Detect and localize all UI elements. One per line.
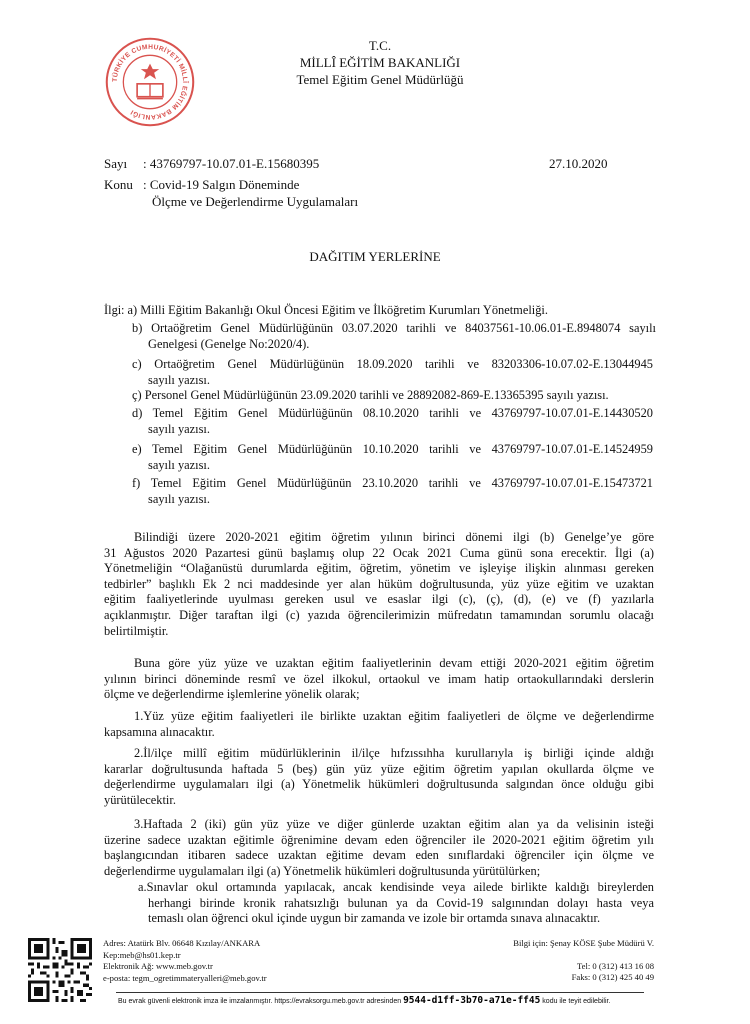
footer-divider	[116, 992, 644, 993]
item-3-line: başlangıcından itibaren sadece uzaktan eğitime devam eden sınıflardaki öğrenciler için ölçme ve	[104, 848, 654, 863]
sayi-value: : 43769797-10.07.01-E.15680395	[143, 156, 320, 171]
ilgi-d	[132, 406, 653, 437]
footer-tel: Tel: 0 (312) 413 16 08	[577, 961, 654, 971]
item-2-line: kararlar doğrultusunda haftada 5 (beş) gün yüz yüze eğitim öğretim yapılan okullarda ölçme ve	[104, 761, 654, 776]
p1-line: Bilindiği üzere 2020-2021 eğitim öğretim yılının birinci dönemi ilgi (b) Genelge’ye göre	[134, 530, 654, 544]
p2-line: yılının birinci döneminde resmî ve özel ilkokul, ortaokul ve imam hatip ortaokullarındaki derslerin	[104, 671, 654, 686]
ilgi-label: İlgi	[104, 303, 122, 317]
footer-info-contact: Bilgi için: Şenay KÖSE Şube Müdürü V.	[513, 938, 654, 948]
header-ministry: MİLLÎ EĞİTİM BAKANLIĞI	[299, 55, 461, 70]
ilgi-e-line-2: sayılı yazısı.	[148, 457, 210, 472]
p2-line: ölçme ve değerlendirme işlemlerine yönelik olarak;	[104, 687, 360, 702]
ilgi-c	[132, 357, 653, 388]
ilgi-f-line-2: sayılı yazısı.	[148, 491, 210, 506]
verification-pre: Bu evrak güvenli elektronik imza ile imzalanmıştır. https://evraksorgu.meb.gov.tr adresinden	[118, 998, 402, 1005]
ilgi-a: : a) Milli Eğitim Bakanlığı Okul Öncesi Eğitim ve İlköğretim Kurumları Yönetmeliği.	[121, 303, 548, 317]
item-3a-line: a.Sınavlar okul ortamında yapılacak, ancak kendisinde veya ailede birlikte kaldığı bireylerden	[138, 880, 654, 894]
ilgi-d-line-1: d) Temel Eğitim Genel Müdürlüğünün 08.10.2020 tarihli ve 43769797-10.07.01-E.14430520	[132, 406, 653, 420]
item-3-line: değerlendirme uygulamaları ilgi (a) Yönetmelik hükümleri doğrultusunda yürütülürken;	[104, 863, 541, 878]
item-2	[104, 746, 654, 808]
item-1	[104, 709, 654, 740]
p1-line: açıklanmıştır. Diğer taraftan ilgi (c) yazıda öğrencilerimizin müfredatın tamamından sorumlu olacağı	[104, 607, 654, 622]
footer-address: Adres: Atatürk Blv. 06648 Kızılay/ANKARA	[103, 938, 261, 948]
item-3a-line: temaslı olan öğrenci okul içinde uygun bir zamanda ve izole bir ortamda sınava alınacaktır.	[148, 911, 601, 926]
ministry-seal-logo	[104, 36, 196, 128]
ilgi-e	[132, 442, 653, 473]
seal-text: TÜRKİYE CUMHURİYETİ MİLLÎ EĞİTİM BAKANLIĞI	[111, 43, 189, 121]
p1-line: tedbirler” başlıklı Ek 2 nci maddesinde yer alan hüküm doğrultusunda, yüz yüze eğitim ve uzaktan	[104, 576, 654, 591]
footer-contact	[103, 938, 267, 984]
p1-line: Yönetmeliğin “Olağanüstü durumlarda eğitim, öğretim, yönetim ve işleyişe ilişkin alınması gereken	[104, 561, 654, 576]
ilgi-f	[132, 476, 653, 507]
ilgi-c-line-1: c) Ortaöğretim Genel Müdürlüğünün 18.09.2020 tarihli ve 83203306-10.07.02-E.13044945	[132, 357, 653, 371]
konu-line-2: Ölçme ve Değerlendirme Uygulamaları	[152, 194, 359, 209]
ilgi-b	[132, 321, 656, 352]
ilgi-b-line-2: Genelgesi (Genelge No:2020/4).	[148, 336, 310, 351]
item-3	[104, 817, 654, 879]
item-1-line: 1.Yüz yüze eğitim faaliyetleri ile birlikte uzaktan eğitim faaliyetleri de ölçme ve değerlendirme	[134, 709, 654, 723]
footer-email: e-posta: tegm_ogretimmateryalleri@meb.gov.tr	[103, 972, 267, 983]
item-1-line: kapsamına alınacaktır.	[104, 724, 215, 739]
p1-line: eğitim faaliyetlerinde uyulması gereken usul ve esaslar ilgi (c), (ç), (d), (e) ve (f) yazılarla	[104, 592, 654, 607]
addressee: DAĞITIM YERLERİNE	[309, 249, 441, 264]
paragraph-1	[104, 530, 654, 639]
footer-fax: Faks: 0 (312) 425 40 49	[571, 972, 654, 982]
p2-line: Buna göre yüz yüze ve uzaktan eğitim faaliyetlerinin devam ettiği 2020-2021 eğitim öğretim	[134, 656, 654, 670]
ilgi-b-line-1: b) Ortaöğretim Genel Müdürlüğünün 03.07.2020 tarihli ve 84037561-10.06.01-E.8948074 sayılı	[132, 321, 656, 335]
item-3-line: üzerine sadece uzaktan eğitimle öğrenimine devam eden öğrenciler ile 2020-2021 eğitim öğretim yılı	[104, 832, 654, 847]
footer-kep: Kep:meb@hs01.kep.tr	[103, 949, 181, 960]
header-directorate: Temel Eğitim Genel Müdürlüğü	[296, 72, 464, 87]
ilgi-f-line-1: f) Temel Eğitim Genel Müdürlüğünün 23.10.2020 tarihli ve 43769797-10.07.01-E.15473721	[132, 476, 653, 490]
item-2-line: 2.İl/ilçe millî eğitim müdürlüklerinin il/ilçe hıfzıssıhha kurullarıyla iş birliği içinde aldığı	[134, 746, 654, 760]
verification-note	[118, 996, 658, 1007]
item-2-line: değerlendirme uygulamaları ilgi (a) Yönetmelik hükümleri doğrultusunda salgından önce olduğu gibi	[104, 777, 654, 792]
footer-website: Elektronik Ağ: www.meb.gov.tr	[103, 961, 213, 971]
item-3a-line: herhangi birinde kronik rahatsızlığı bulunan ya da Covid-19 salgınından dolayı hasta veya	[148, 895, 654, 910]
header-tc: T.C.	[368, 38, 392, 53]
item-3-line: 3.Haftada 2 (iki) gün yüz yüze ve diğer günlerde uzaktan eğitim alan ya da velisinin isteği	[134, 817, 654, 831]
document-date: 27.10.2020	[549, 156, 608, 171]
ilgi-e-line-1: e) Temel Eğitim Genel Müdürlüğünün 10.10.2020 tarihli ve 43769797-10.07.01-E.14524959	[132, 442, 653, 456]
konu-line-1: : Covid-19 Salgın Döneminde	[143, 177, 300, 192]
ilgi-cc: ç) Personel Genel Müdürlüğünün 23.09.2020 tarihli ve 28892082-869-E.13365395 sayılı yazısı.	[132, 388, 609, 402]
ilgi-d-line-2: sayılı yazısı.	[148, 421, 210, 436]
ilgi-c-line-2: sayılı yazısı.	[148, 372, 210, 387]
p1-line: belirtilmiştir.	[104, 623, 169, 638]
verification-post: kodu ile teyit edilebilir.	[542, 998, 611, 1005]
qr-code	[28, 938, 92, 1002]
konu-label: Konu	[104, 177, 133, 192]
item-3a	[138, 880, 654, 927]
p1-line: 31 Ağustos 2020 Pazartesi günü başlamış olup 22 Ocak 2021 Cuma günü sona erecektir. İlgi (a)	[104, 545, 654, 560]
verification-code: 9544-d1ff-3b70-a71e-ff45	[403, 995, 541, 1006]
item-2-line: yürütülecektir.	[104, 792, 176, 807]
sayi-label: Sayı	[104, 156, 128, 171]
paragraph-2	[104, 656, 654, 703]
